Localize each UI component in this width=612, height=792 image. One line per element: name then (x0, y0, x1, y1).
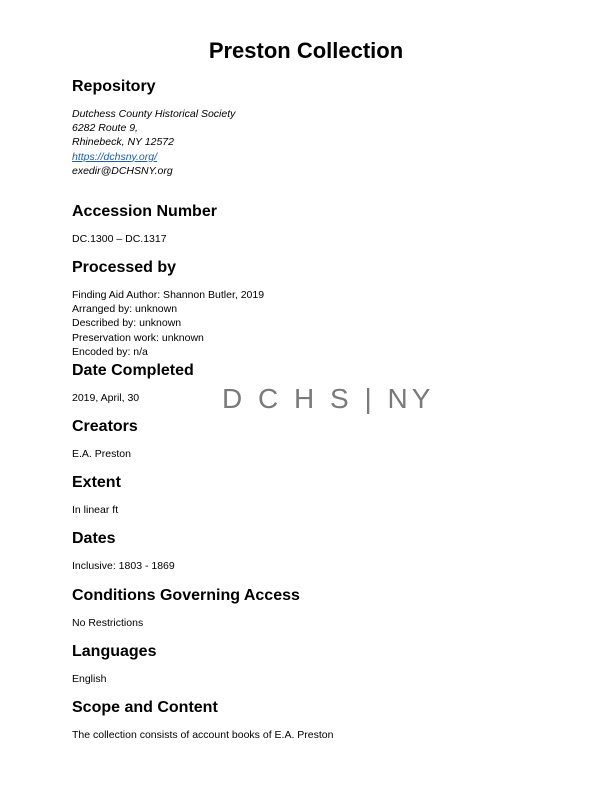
processed-encoded: Encoded by: n/a (72, 345, 148, 358)
creators-heading: Creators (72, 418, 138, 435)
repository-heading: Repository (72, 78, 156, 95)
accession-value: DC.1300 – DC.1317 (72, 233, 167, 245)
processed-heading: Processed by (72, 259, 177, 276)
dates-heading: Dates (72, 530, 116, 547)
repository-city: Rhinebeck, NY 12572 (72, 136, 174, 149)
creators-value: E.A. Preston (72, 448, 131, 460)
dates-value: Inclusive: 1803 - 1869 (72, 560, 175, 572)
repository-url-link[interactable]: https://dchsny.org/ (72, 150, 158, 163)
scope-value: The collection consists of account books of E.A. Preston (72, 729, 334, 741)
processed-preservation: Preservation work: unknown (72, 331, 204, 344)
page-title: Preston Collection (208, 38, 404, 63)
repository-name: Dutchess County Historical Society (72, 108, 236, 120)
extent-value: In linear ft (72, 504, 119, 516)
accession-heading: Accession Number (72, 203, 217, 220)
languages-value: English (72, 673, 107, 685)
repository-street: 6282 Route 9, (72, 122, 138, 135)
processed-described: Described by: unknown (72, 317, 182, 330)
processed-author: Finding Aid Author: Shannon Butler, 2019 (72, 289, 265, 301)
extent-heading: Extent (72, 474, 121, 491)
languages-heading: Languages (72, 643, 157, 660)
dchs-watermark: D C H S | NY (222, 383, 435, 414)
date-completed-value: 2019, April, 30 (72, 392, 140, 404)
processed-block (72, 288, 264, 359)
repository-block (72, 107, 235, 178)
repository-email: exedir@DCHSNY.org (72, 164, 173, 177)
access-value: No Restrictions (72, 617, 144, 629)
processed-arranged: Arranged by: unknown (72, 303, 178, 316)
access-heading: Conditions Governing Access (72, 587, 300, 604)
date-completed-heading: Date Completed (72, 362, 194, 379)
scope-heading: Scope and Content (72, 699, 218, 716)
